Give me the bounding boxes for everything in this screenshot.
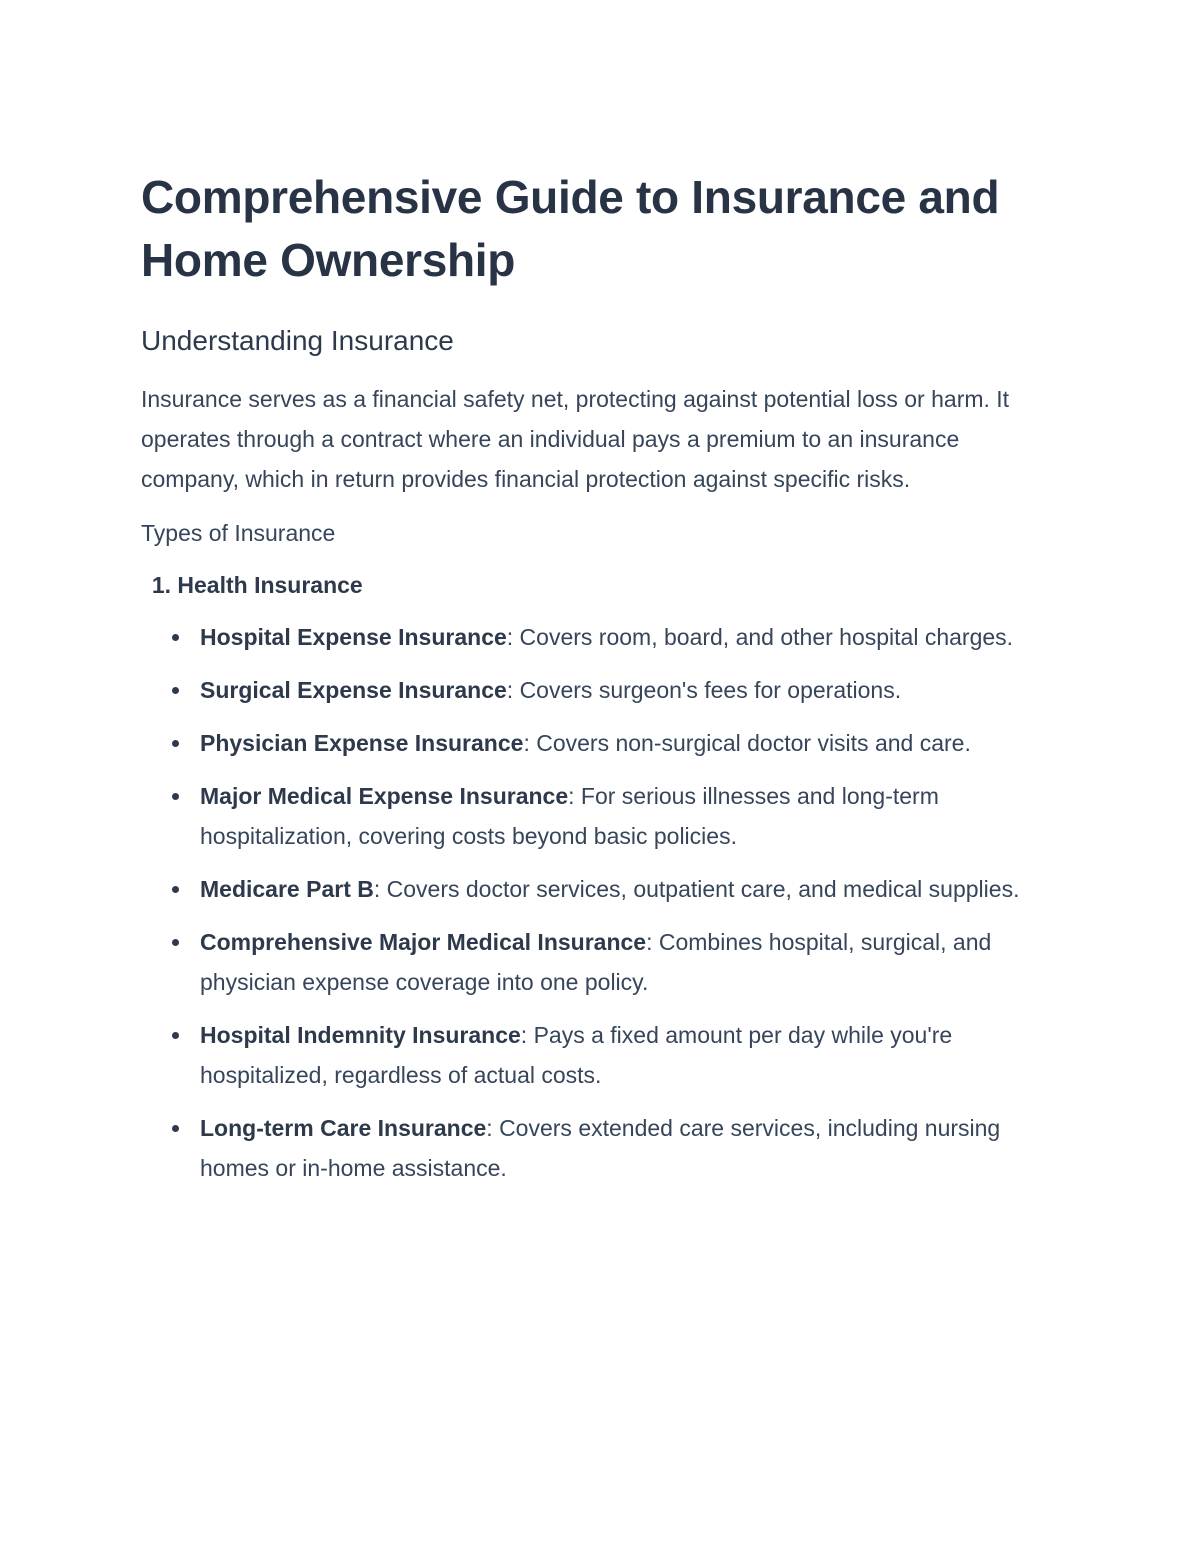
sub-list-item — [141, 670, 1061, 710]
bullet-icon — [172, 740, 179, 747]
page-title: Comprehensive Guide to Insurance and Home Ownership — [141, 171, 1000, 286]
sub-list-item — [141, 723, 1061, 763]
item-term: Surgical Expense Insurance — [200, 677, 507, 703]
item-description: : Combines hospital, surgical, and physician expense coverage into one policy. — [200, 929, 992, 995]
bullet-icon — [172, 687, 179, 694]
section-heading: Understanding Insurance — [141, 325, 454, 356]
sub-list-item — [141, 869, 1061, 909]
bullet-icon — [172, 939, 179, 946]
item-description: : Covers surgeon's fees for operations. — [506, 677, 902, 703]
insurance-types-list — [141, 565, 1061, 1188]
bullet-icon — [172, 793, 179, 800]
intro-paragraph: Insurance serves as a financial safety net, protecting against potential loss or harm. It operates through a contract where an individual pays a premium to an insurance company, which in return provides financial protection against specific risks. — [141, 386, 1010, 492]
item-description: : Covers extended care services, including nursing homes or in-home assistance. — [200, 1115, 1001, 1181]
item-term: Major Medical Expense Insurance — [200, 783, 569, 809]
item-term: Hospital Indemnity Insurance — [200, 1022, 521, 1048]
item-description: : Covers non-surgical doctor visits and care. — [523, 730, 971, 756]
sub-list-item — [141, 1015, 1061, 1095]
bullet-icon — [172, 1125, 179, 1132]
sub-list-item — [141, 922, 1061, 1002]
item-description: : For serious illnesses and long-term hospitalization, covering costs beyond basic policies. — [200, 783, 939, 849]
item-term: Physician Expense Insurance — [200, 730, 524, 756]
bullet-icon — [172, 634, 179, 641]
sub-list-item — [141, 776, 1061, 856]
item-term: Medicare Part B — [200, 876, 374, 902]
types-heading: Types of Insurance — [141, 520, 336, 546]
item-term: Comprehensive Major Medical Insurance — [200, 929, 647, 955]
health-insurance-sublist — [141, 617, 1061, 1188]
sub-list-item — [141, 617, 1061, 657]
list-item-label: Health Insurance — [177, 572, 363, 598]
item-term: Hospital Expense Insurance — [200, 624, 507, 650]
item-term: Long-term Care Insurance — [200, 1115, 487, 1141]
list-number: 1. — [151, 572, 171, 598]
document-page — [141, 166, 1061, 1201]
sub-list-item — [141, 1108, 1061, 1188]
bullet-icon — [172, 1032, 179, 1039]
item-description: : Pays a fixed amount per day while you're hospitalized, regardless of actual costs. — [200, 1022, 953, 1088]
item-description: : Covers doctor services, outpatient care, and medical supplies. — [373, 876, 1020, 902]
item-description: : Covers room, board, and other hospital charges. — [506, 624, 1014, 650]
list-item-health-insurance — [141, 565, 1061, 1188]
bullet-icon — [172, 886, 179, 893]
